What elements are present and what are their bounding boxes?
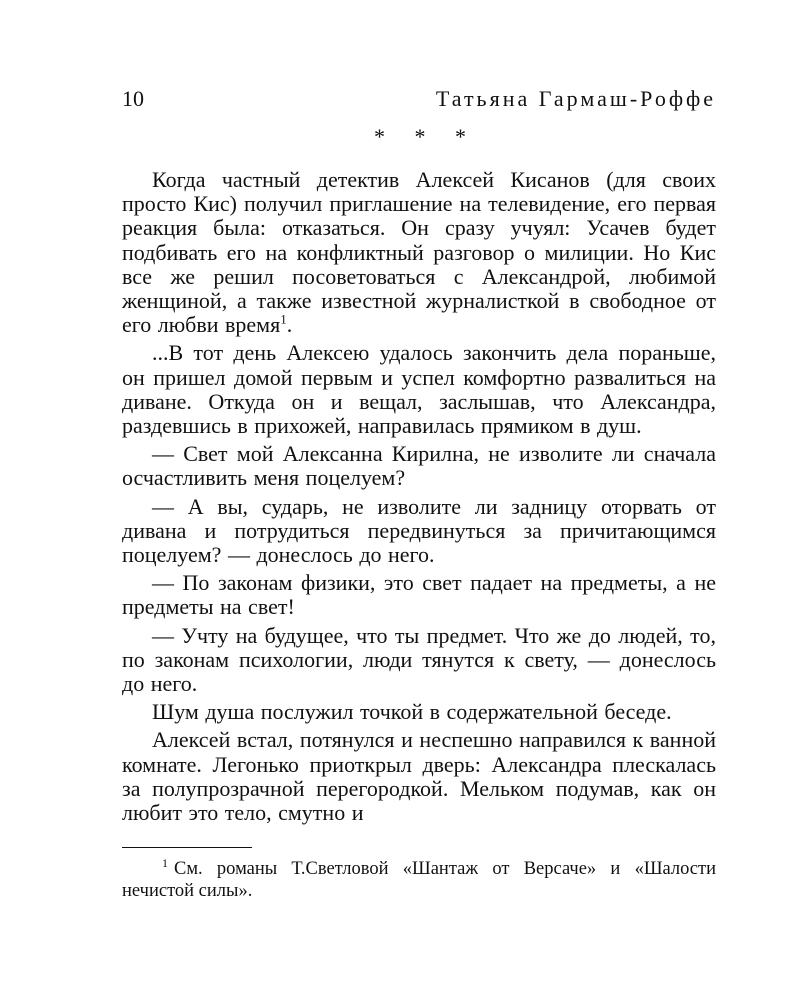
footnote	[122, 858, 716, 902]
paragraph: — Свет мой Алексанна Кирилна, не изволите ли сначала осчастливить меня поцелуем?	[122, 441, 716, 491]
section-separator: * * *	[374, 124, 478, 149]
footnote-divider	[122, 847, 252, 848]
body-text	[122, 168, 716, 825]
paragraph: — А вы, сударь, не изволите ли задницу оторвать от дивана и потрудиться передвинуться за причитающимся поцелуем? — донеслось до него.	[122, 493, 716, 568]
footnote-reference: 1	[280, 311, 287, 327]
paragraph-text: Когда частный детектив Алексей Кисанов (для своих просто Кис) получил приглашение на телевидение, его первая реакция была: отказаться. Он сразу учуял: Усачев будет подбивать его на конфликтный разговор о милиции. Но Кис все же решил посоветоваться с Александрой, любимой женщиной, а также известной журналисткой в свободное от его любви время	[122, 167, 716, 338]
paragraph: Алексей встал, потянулся и неспешно направился к ванной комнате. Легонько приоткрыл дверь: Александра плескалась за полупрозрачной перегородкой. Мельком подумав, как он любит это тело, смутно и	[122, 727, 716, 826]
running-title: Татьяна Гармаш-Роффе	[435, 86, 716, 111]
paragraph	[122, 168, 716, 337]
paragraph: ...В тот день Алексею удалось закончить дела пораньше, он пришел домой первым и успел комфортно развалиться на диване. Откуда он и вещал, заслышав, что Александра, раздевшись в прихожей, направилась прямиком в душ.	[122, 340, 716, 439]
book-page	[122, 86, 716, 902]
paragraph: — По законам физики, это свет падает на предметы, а не предметы на свет!	[122, 570, 716, 620]
paragraph: — Учту на будущее, что ты предмет. Что же до людей, то, по законам психологии, люди тянутся к свету, — донеслось до него.	[122, 622, 716, 697]
paragraph: Шум душа послужил точкой в содержательной беседе.	[152, 699, 672, 725]
page-header	[122, 86, 716, 118]
footnote-mark: 1	[162, 856, 168, 871]
page-number: 10	[122, 86, 144, 111]
footnote-text: См. романы Т.Светловой «Шантаж от Версаче» и «Шалости нечистой силы».	[122, 859, 716, 902]
paragraph-end: .	[286, 312, 293, 338]
